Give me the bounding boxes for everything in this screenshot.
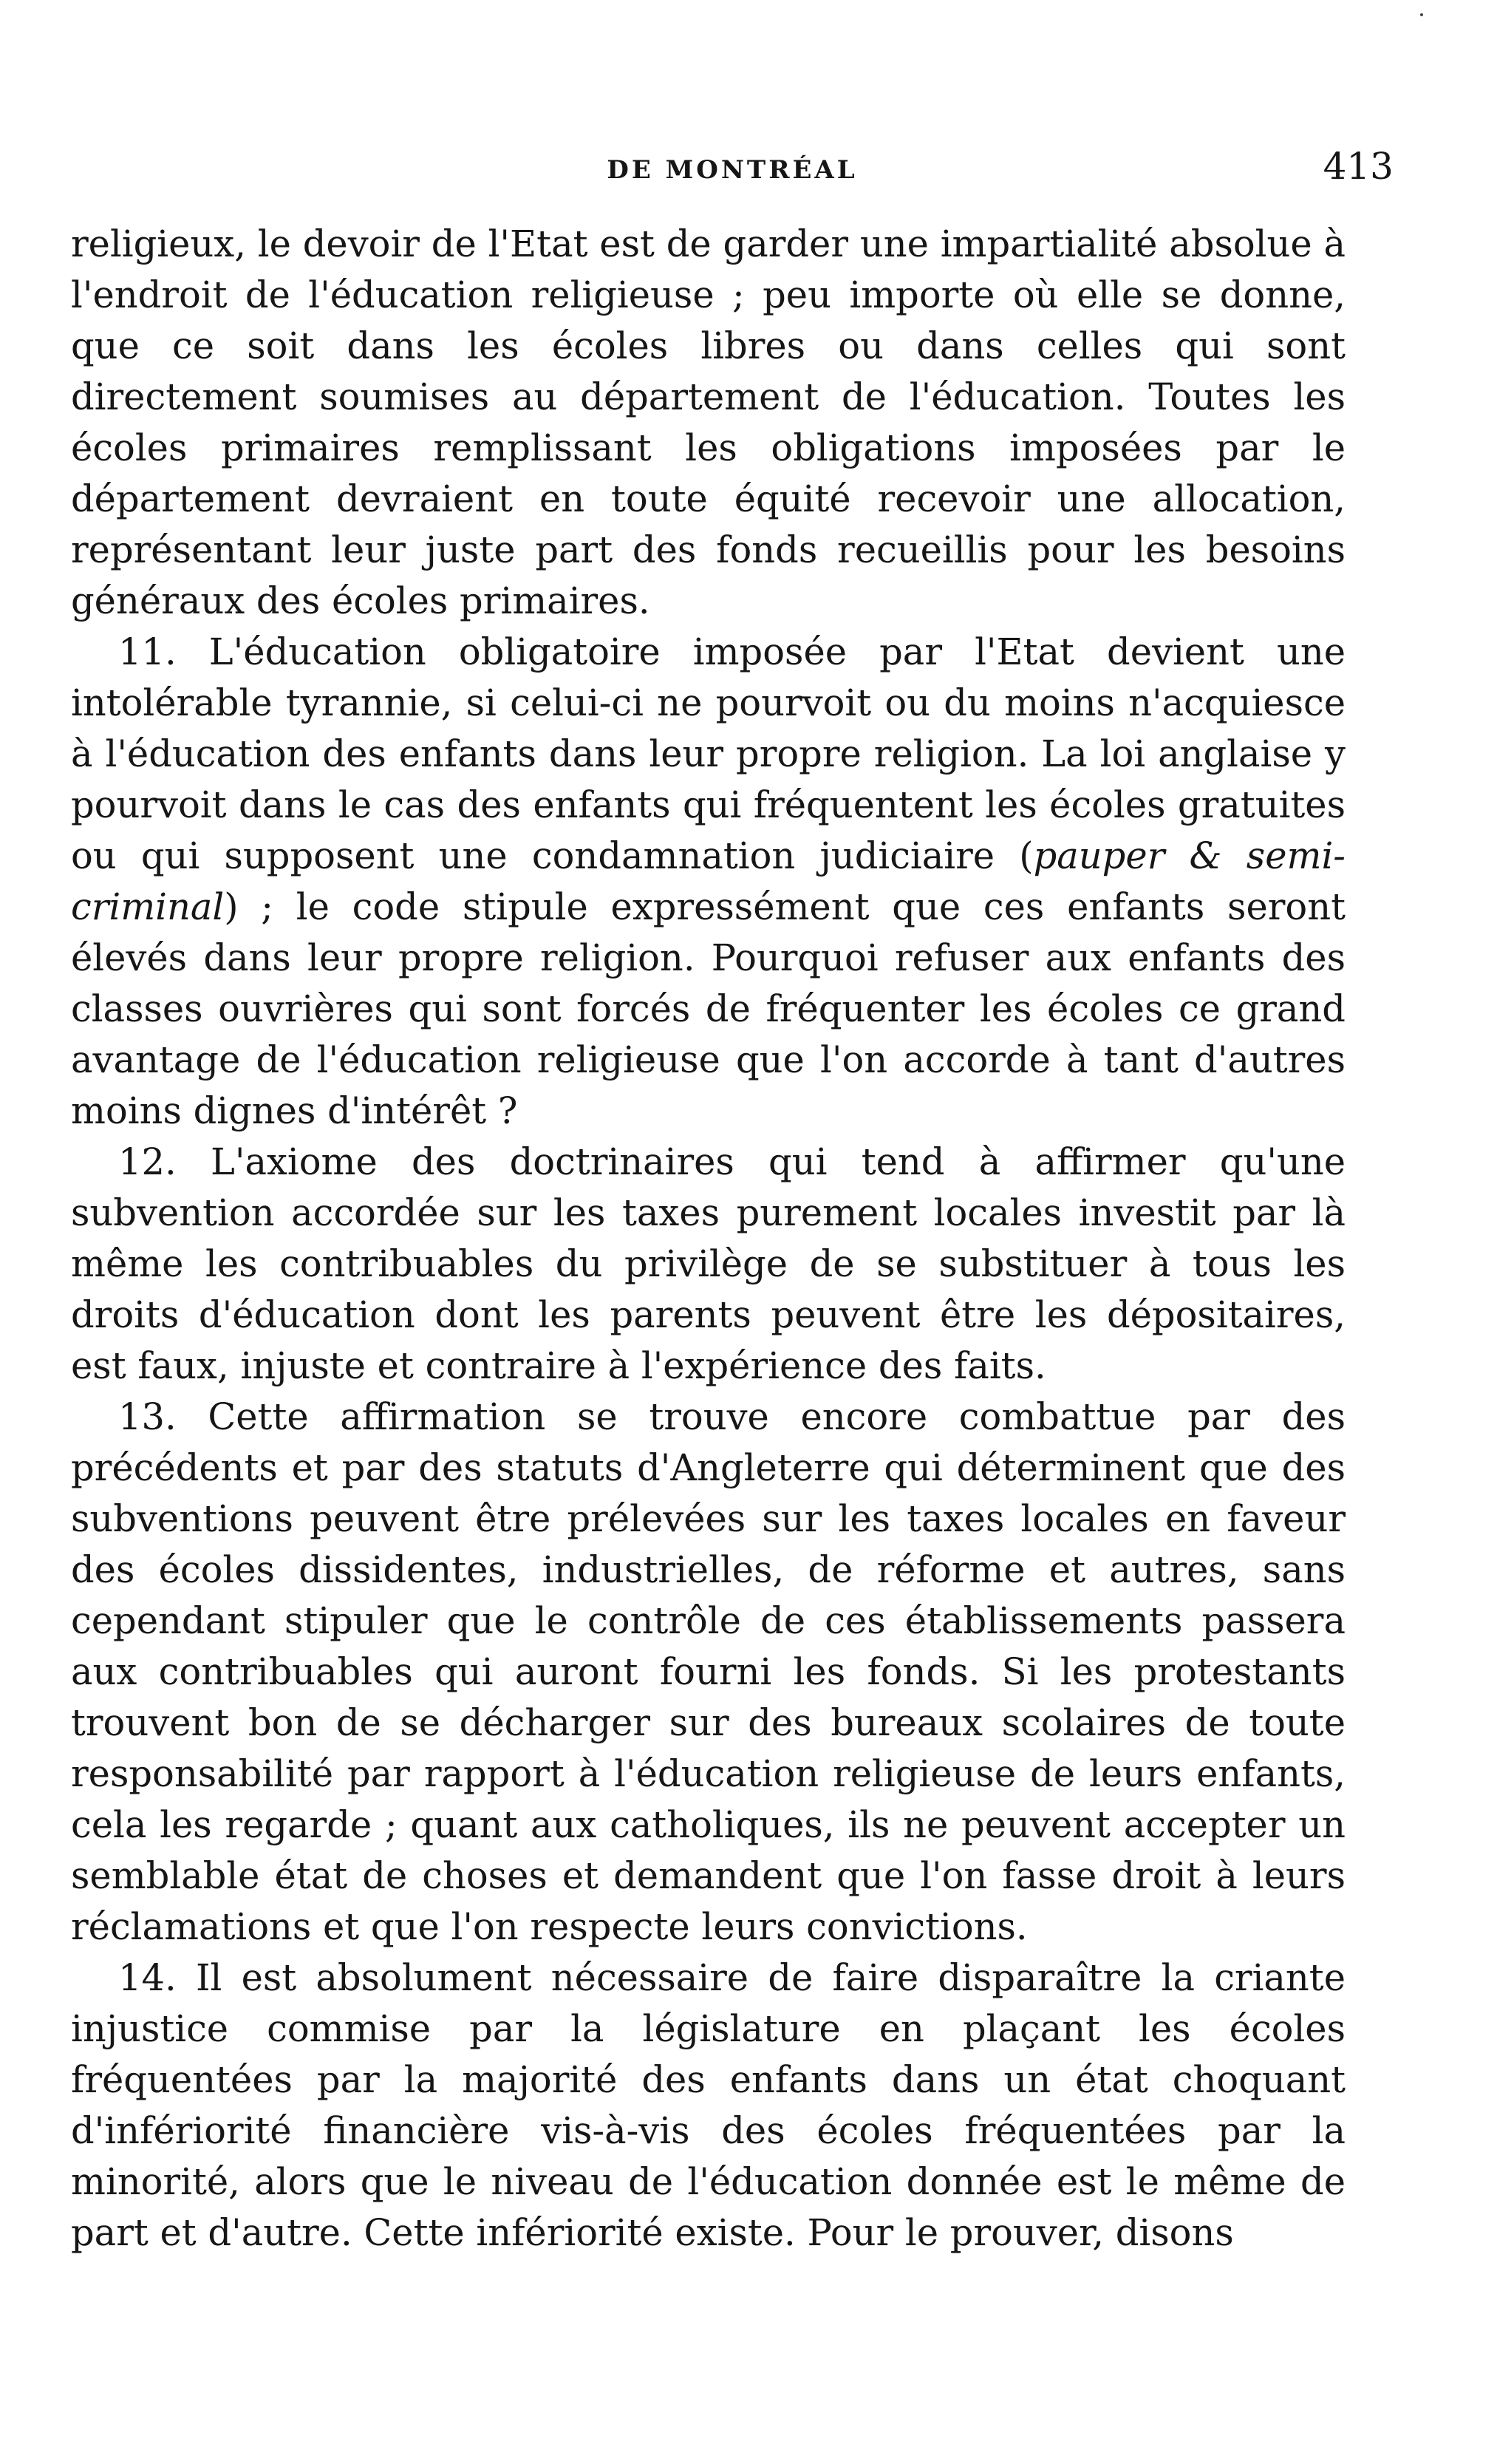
paragraph-item-14: 14. Il est absolument nécessaire de faire disparaître la criante injustice commise par la législature en plaçant les écoles fréquentées par la majorité des enfants dans un état choquant d'infériorité financière vis-à-vis des écoles fréquentées par la minorité, alors que le niveau de l'éducation donnée est le même de part et d'autre. Cette infériorité existe. Pour le prouver, disons — [71, 1956, 1346, 2254]
paragraph-item-12: 12. L'axiome des doctrinaires qui tend à affirmer qu'une subvention accordée sur les taxes purement locales investit par là même les contribuables du privilège de se substituer à tous les droits d'éducation dont les parents peuvent être les dépositaires, est faux, injuste et contraire à l'expérience des faits. — [71, 1140, 1346, 1387]
paragraph-item-13: 13. Cette affirmation se trouve encore combattue par des précédents et par des statuts d'Angleterre qui déterminent que des subventions peuvent être prélevées sur les taxes locales en faveur des écoles dissidentes, industrielles, de réforme et autres, sans cependant stipuler que le contrôle de ces établissements passera aux contribuables qui auront fourni les fonds. Si les protestants trouvent bon de se décharger sur des bureaux scolaires de toute responsabilité par rapport à l'éducation religieuse de leurs enfants, cela les regarde ; quant aux catholiques, ils ne peuvent accepter un semblable état de choses et demandent que l'on fasse droit à leurs réclamations et que l'on respecte leurs convictions. — [71, 1395, 1346, 1948]
running-head — [71, 145, 1394, 189]
running-title: DE MONTRÉAL — [607, 155, 858, 185]
body-text — [71, 219, 1346, 2259]
italic-phrase: pauper & semi-criminal — [71, 834, 1346, 928]
paragraph-item-11: 11. L'éducation obligatoire imposée par l'Etat devient une intolérable tyrannie, si celui-ci ne pourvoit ou du moins n'acquiesce à l'éducation des enfants dans leur propre religion. La loi anglaise y pourvoit dans le cas des enfants qui fréquentent les écoles gratuites ou qui supposent une condamnation judiciaire (pauper & semi-criminal) ; le code stipule expressément que ces enfants seront élevés dans leur propre religion. Pourquoi refuser aux enfants des classes ouvrières qui sont forcés de fréquenter les écoles ce grand avantage de l'éducation religieuse que l'on accorde à tant d'autres moins dignes d'intérêt ? — [71, 630, 1346, 1132]
page-number: 413 — [1323, 145, 1394, 188]
paragraph-continuation: religieux, le devoir de l'Etat est de garder une impartialité absolue à l'endroit de l'éducation religieuse ; peu importe où elle se donne, que ce soit dans les écoles libres ou dans celles qui sont directement soumises au département de l'éducation. Toutes les écoles primaires remplissant les obligations imposées par le département devraient en toute équité recevoir une allocation, représentant leur juste part des fonds recueillis pour les besoins généraux des écoles primaires. — [71, 222, 1346, 622]
margin-dot — [1420, 13, 1423, 16]
